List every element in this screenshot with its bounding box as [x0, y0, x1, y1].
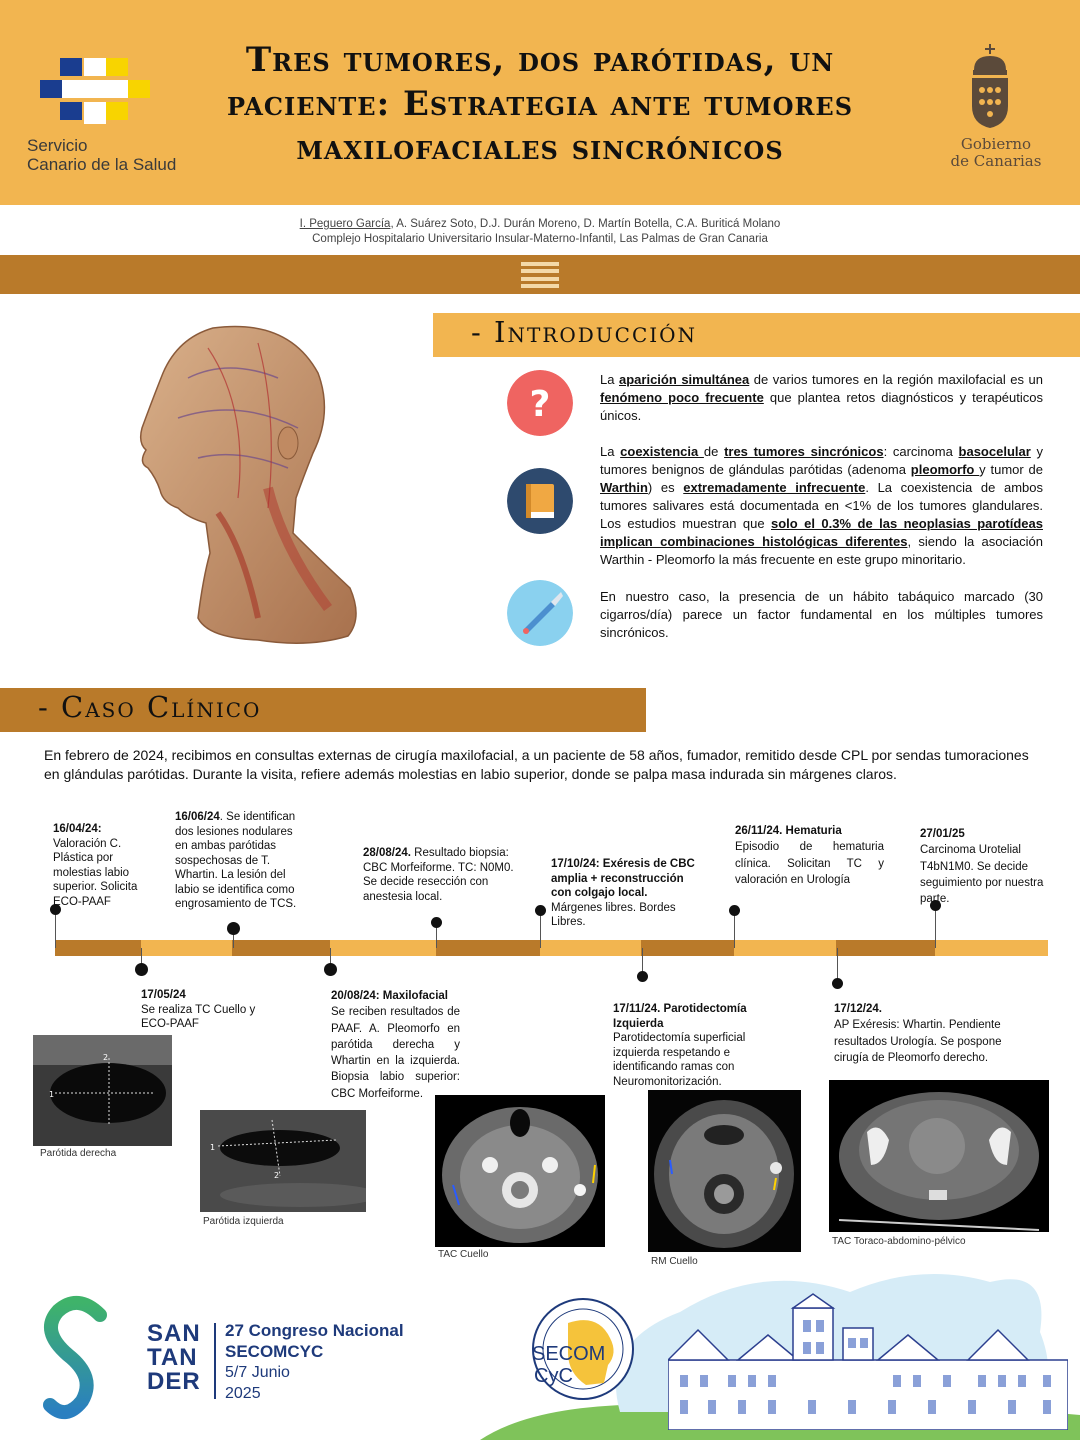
- scs-logo-text: Servicio Canario de la Salud: [27, 136, 177, 174]
- timeline-dot: [832, 978, 843, 989]
- timeline-dot: [135, 963, 148, 976]
- timeline-dot: [535, 905, 546, 916]
- introduccion-title: - Introducción: [471, 315, 698, 349]
- intro-paragraph-2: La coexistencia de tres tumores sincrónicos: carcinoma basocelular y tumores benignos de glándulas parótidas (adenoma pleomorfo y tumor de Warthin) es extremadamente infrecuente. La coexistencia de ambos tumores salivares está documentada en <1% de los tumores glandulares. Los estudios muestran que solo el 0.3% de las neoplasias parotídeas implican combinaciones histológicas diferentes, siendo la asociación Warthin - Pleomorfo la más frecuente en este grupo minoritario.: [600, 444, 1043, 567]
- authors-block: [0, 217, 1080, 247]
- svg-text:?: ?: [529, 384, 551, 425]
- scs-logo-icon: [40, 58, 150, 128]
- ct-abdomen-caption: TAC Toraco-abdomino-pélvico: [832, 1236, 966, 1247]
- scalpel-icon: [507, 580, 573, 646]
- timeline-event-1: 16/04/24: Valoración C. Plástica por molestias labio superior. Solicita ECO-PAAF: [53, 823, 138, 908]
- timeline-event-8: 26/11/24. Hematuria Episodio de hematuria clínica. Solicitan TC y valoración en Urología: [735, 825, 884, 886]
- timeline-event-4: 20/08/24: Maxilofacial Se reciben resultados de PAAF. A. Pleomorfo en parótida derecha y Whartin en la izquierda. Biopsia labio superior: CBC Morfeiforme.: [331, 990, 460, 1100]
- ultrasound-left-caption: Parótida izquierda: [203, 1216, 284, 1227]
- anatomical-head-illustration: [118, 318, 368, 648]
- footer-separator: [214, 1323, 216, 1399]
- secomcyc-text: SECOM CyC: [532, 1343, 606, 1387]
- timeline-dot: [324, 963, 337, 976]
- timeline-event-2: 17/05/24 Se realiza TC Cuello y ECO-PAAF: [141, 989, 256, 1030]
- timeline-dot: [729, 905, 740, 916]
- introduccion-header: [433, 313, 1080, 357]
- ct-abdomen-image: [829, 1080, 1049, 1232]
- first-author: I. Peguero García: [299, 218, 391, 230]
- timeline-dot: [431, 917, 442, 928]
- ultrasound-right-caption: Parótida derecha: [40, 1148, 117, 1159]
- poster-title: Tres tumores, dos parótidas, un paciente: Estrategia ante tumores maxilofaciales sincrónicos: [226, 40, 854, 168]
- ct-neck-image: [435, 1095, 605, 1247]
- coat-of-arms-icon: [968, 44, 1012, 128]
- caso-title: - Caso Clínico: [38, 690, 262, 724]
- caso-header: [0, 688, 646, 732]
- book-icon: [507, 468, 573, 534]
- mri-neck-caption: RM Cuello: [651, 1256, 698, 1267]
- measure-1-label: 1: [210, 1143, 216, 1152]
- mri-neck-image: [648, 1090, 801, 1252]
- santander-s-logo-icon: [38, 1293, 118, 1426]
- palace-illustration: [668, 1290, 1068, 1430]
- gobierno-logo-text: Gobierno de Canarias: [950, 135, 1042, 170]
- timeline-event-7: 17/11/24. Parotidectomía Izquierda Parotidectomía superficial izquierda respetando e identificando ramas con Neuromonitorización.: [613, 1003, 747, 1088]
- timeline-event-10: 27/01/25 Carcinoma Urotelial T4bN1M0. Se decide seguimiento por nuestra parte.: [920, 828, 1044, 906]
- santander-wordmark: SAN TAN DER: [147, 1320, 201, 1395]
- timeline-dot: [227, 922, 240, 935]
- measure-2-label: 2: [274, 1171, 280, 1180]
- measure-2-label: 2: [103, 1053, 109, 1062]
- caso-text: En febrero de 2024, recibimos en consultas externas de cirugía maxilofacial, a un paciente de 58 años, fumador, remitido desde CPL por sendas tumoraciones en glándulas parótidas. Durante la visita, refiere además molestias en labio superior, donde se palpa masa indurada sin márgenes claros.: [44, 747, 1029, 782]
- intro-paragraph-1: La aparición simultánea de varios tumores en la región maxilofacial es un fenómeno poco frecuente que plantea retos diagnósticos y terapéuticos únicos.: [600, 372, 1043, 423]
- timeline-event-3: 16/06/24. Se identifican dos lesiones nodulares en ambas parótidas sospechosas de T. Whartin. La lesión del labio se identifica como engrosamiento de TCS.: [175, 811, 297, 910]
- timeline-dot: [637, 971, 648, 982]
- ct-neck-caption: TAC Cuello: [438, 1249, 489, 1260]
- intro-paragraph-3: En nuestro caso, la presencia de un hábito tabáquico marcado (30 cigarros/día) parece un factor fundamental en los múltiples tumores sincrónicos.: [600, 589, 1043, 640]
- timeline-bar: [55, 940, 1048, 956]
- congress-info: 27 Congreso Nacional SECOMCYC 5/7 Junio 2025: [225, 1321, 404, 1402]
- question-icon: [507, 370, 573, 436]
- timeline-event-9: 17/12/24. AP Exéresis: Whartin. Pendiente resultados Urología. Se pospone cirugía de Pleomorfo derecho.: [834, 1003, 1002, 1064]
- measure-1-label: 1: [49, 1090, 55, 1099]
- co-authors: , A. Suárez Soto, D.J. Durán Moreno, D. Martín Botella, C.A. Buriticá Molano: [390, 218, 781, 230]
- ultrasound-left-image: [200, 1110, 366, 1212]
- affiliation: Complejo Hospitalario Universitario Insular-Materno-Infantil, Las Palmas de Gran Canaria: [312, 233, 768, 245]
- menu-icon: [521, 262, 559, 288]
- ultrasound-right-image: [33, 1035, 172, 1146]
- timeline-event-6: 17/10/24: Exéresis de CBC amplia + reconstrucción con colgajo local. Márgenes libres. Bordes Libres.: [551, 858, 695, 928]
- timeline-event-5: 28/08/24. Resultado biopsia: CBC Morfeiforme. TC: N0M0. Se decide resección con anestesia local.: [363, 847, 514, 903]
